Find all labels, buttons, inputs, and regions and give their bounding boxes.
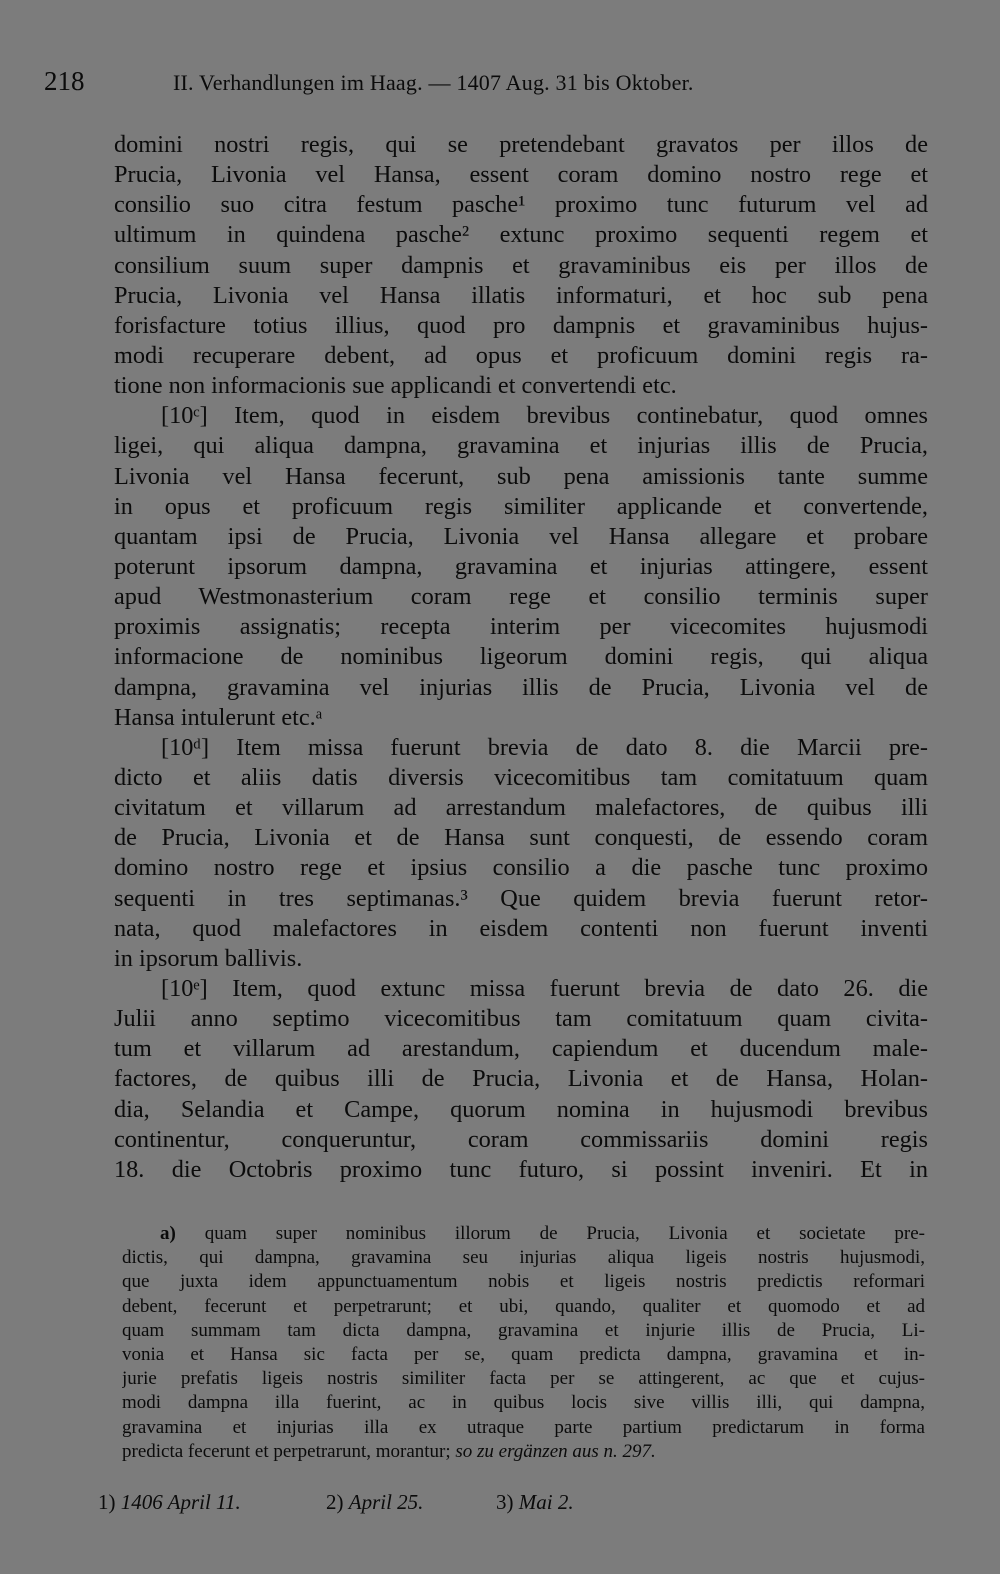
text-line: informacione de nominibus ligeorum domini regis, qui aliqua bbox=[114, 643, 928, 671]
text-line: civitatum et villarum ad arrestandum malefactores, de quibus illi bbox=[114, 794, 928, 822]
paragraph-10d-start: [10ᵈ] Item missa fuerunt brevia de dato 8. die Marcii pre- bbox=[161, 733, 928, 761]
text-line: factores, de quibus illi de Prucia, Livonia et de Hansa, Holan- bbox=[114, 1065, 928, 1093]
text-line: poterunt ipsorum dampna, gravamina et injurias attingere, essent bbox=[114, 552, 928, 580]
text-line: in ipsorum ballivis. bbox=[114, 944, 303, 972]
text-line: dampna, gravamina vel injurias illis de Prucia, Livonia vel de bbox=[114, 673, 928, 701]
text-line: dicto et aliis datis diversis vicecomitibus tam comitatuum quam bbox=[114, 763, 928, 791]
running-title: II. Verhandlungen im Haag. — 1407 Aug. 31 bis Oktober. bbox=[173, 70, 694, 95]
date-footnotes bbox=[98, 1490, 798, 1522]
footnote-line: vonia et Hansa sic facta per se, quam predicta dampna, gravamina et in- bbox=[122, 1343, 925, 1365]
text-line: nata, quod malefactores in eisdem contenti non fuerunt inventi bbox=[114, 914, 928, 942]
footnote-line: modi dampna illa fuerint, ac in quibus locis sive villis illi, qui dampna, bbox=[122, 1392, 925, 1414]
text-line: forisfacture totius illius, quod pro dampnis et gravaminibus hujus- bbox=[114, 311, 928, 339]
text-line: Hansa intulerunt etc.ᵃ bbox=[114, 703, 323, 731]
footnote-line: gravamina et injurias illa ex utraque parte partium predictarum in forma bbox=[122, 1416, 925, 1438]
footnote-label: a) bbox=[160, 1223, 176, 1244]
date-note-3 bbox=[496, 1490, 574, 1515]
text-line: modi recuperare debent, ad opus et proficuum domini regis ra- bbox=[114, 341, 928, 369]
date-note-text: April 25. bbox=[348, 1490, 424, 1514]
date-note-number: 2) bbox=[326, 1490, 344, 1514]
footnote-line bbox=[122, 1440, 925, 1464]
paragraph-10c-start: [10ᶜ] Item, quod in eisdem brevibus continebatur, quod omnes bbox=[161, 402, 928, 430]
text-line: consilio suo citra festum pasche¹ proximo tunc futurum vel ad bbox=[114, 191, 928, 219]
footnote-line: que juxta idem appunctuamentum nobis et ligeis nostris predictis reformari bbox=[122, 1271, 925, 1293]
footnote-text: predicta fecerunt et perpetrarunt, morantur; bbox=[122, 1440, 451, 1462]
text-line: sequenti in tres septimanas.³ Que quidem brevia fuerunt retor- bbox=[114, 884, 928, 912]
text-line: continentur, conqueruntur, coram commissariis domini regis bbox=[114, 1125, 928, 1153]
text-line: domino nostro rege et ipsius consilio a die pasche tunc proximo bbox=[114, 854, 928, 882]
text-line: consilium suum super dampnis et gravaminibus eis per illos de bbox=[114, 251, 928, 279]
main-text bbox=[114, 130, 928, 1185]
footnote-line: dictis, qui dampna, gravamina seu injurias aliqua ligeis nostris hujusmodi, bbox=[122, 1247, 925, 1269]
footnote-line: quam summam tam dicta dampna, gravamina et injurie illis de Prucia, Li- bbox=[122, 1319, 925, 1341]
text-line: domini nostri regis, qui se pretendebant gravatos per illos de bbox=[114, 131, 928, 158]
text-line: in opus et proficuum regis similiter applicande et convertende, bbox=[114, 492, 928, 520]
footnote-line: jurie prefatis ligeis nostris similiter facta per se attingerent, ac que et cujus- bbox=[122, 1368, 925, 1390]
date-note-number: 3) bbox=[496, 1490, 514, 1514]
paragraph-10e-start: [10ᵉ] Item, quod extunc missa fuerunt brevia de dato 26. die bbox=[161, 974, 928, 1002]
text-line: dia, Selandia et Campe, quorum nomina in hujusmodi brevibus bbox=[114, 1095, 928, 1123]
text-line: Prucia, Livonia vel Hansa illatis informaturi, et hoc sub pena bbox=[114, 281, 928, 309]
text-line: ultimum in quindena pasche² extunc proximo sequenti regem et bbox=[114, 221, 928, 249]
date-note-1 bbox=[98, 1490, 241, 1515]
text-line: ligei, qui aliqua dampna, gravamina et injurias illis de Prucia, bbox=[114, 432, 928, 460]
footnote-text: quam super nominibus illorum de Prucia, Livonia et societate pre- bbox=[204, 1223, 925, 1244]
text-line: 18. die Octobris proximo tunc futuro, si possint inveniri. Et in bbox=[114, 1155, 928, 1183]
text-line: quantam ipsi de Prucia, Livonia vel Hansa allegare et probare bbox=[114, 522, 928, 550]
date-note-text: Mai 2. bbox=[518, 1490, 574, 1514]
text-line: tum et villarum ad arestandum, capiendum et ducendum male- bbox=[114, 1035, 928, 1063]
text-line: tione non informacionis sue applicandi et convertendi etc. bbox=[114, 372, 677, 400]
editorial-note: so zu ergänzen aus n. 297. bbox=[455, 1440, 656, 1462]
date-note-text: 1406 April 11. bbox=[120, 1490, 241, 1514]
date-note-2 bbox=[326, 1490, 423, 1515]
text-line: Prucia, Livonia vel Hansa, essent coram domino nostro rege et bbox=[114, 161, 928, 189]
footnote-line: debent, fecerunt et perpetrarunt; et ubi, quando, qualiter et quomodo et ad bbox=[122, 1295, 925, 1317]
page-number: 218 bbox=[44, 66, 85, 96]
text-line: Julii anno septimo vicecomitibus tam comitatuum quam civita- bbox=[114, 1005, 928, 1033]
text-line: apud Westmonasterium coram rege et consilio terminis super bbox=[114, 583, 928, 611]
text-line: de Prucia, Livonia et de Hansa sunt conquesti, de essendo coram bbox=[114, 824, 928, 852]
page-header bbox=[40, 62, 960, 102]
footnote-a bbox=[122, 1222, 925, 1464]
text-line: Livonia vel Hansa fecerunt, sub pena amissionis tante summe bbox=[114, 462, 928, 490]
footnote-line bbox=[122, 1222, 925, 1246]
date-note-number: 1) bbox=[98, 1490, 116, 1514]
text-line: proximis assignatis; recepta interim per vicecomites hujusmodi bbox=[114, 613, 928, 641]
